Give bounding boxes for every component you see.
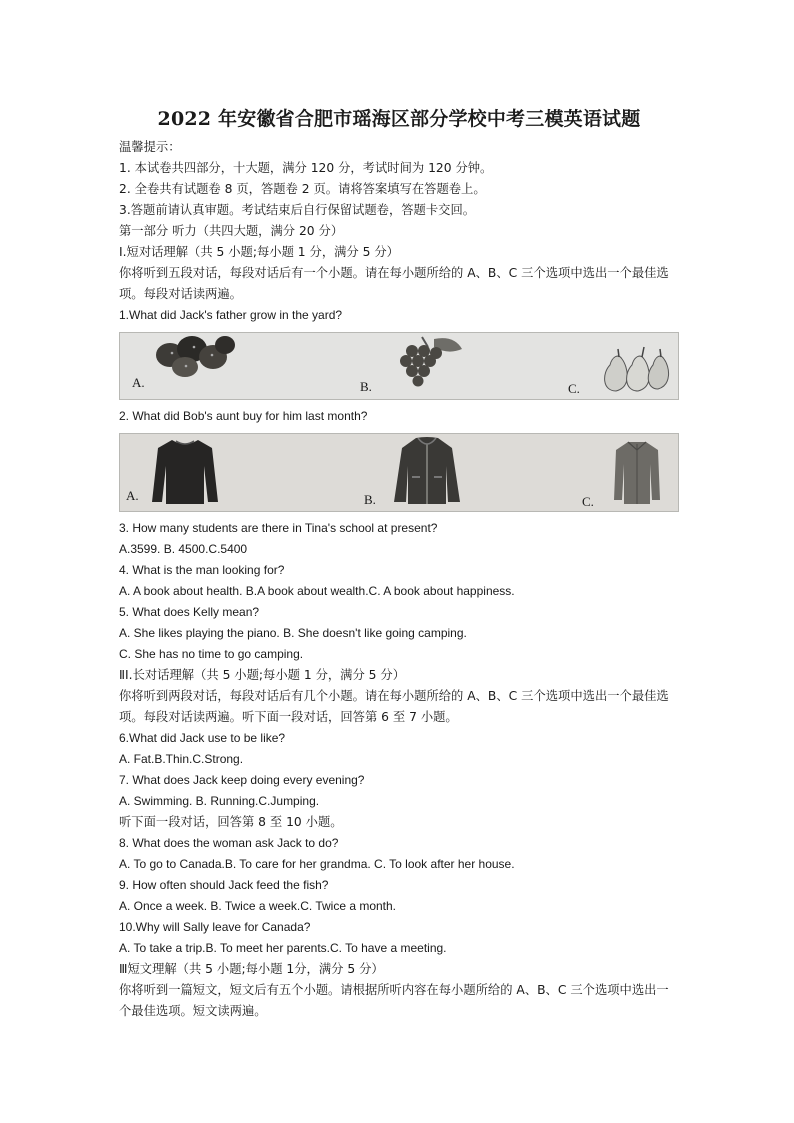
question-1: 1.What did Jack's father grow in the yard? (119, 308, 343, 322)
section3-instructions: 你将听到一篇短文，短文后有五个小题。请根据所听内容在每小题所给的 A、B、C 三个选项中选出一个最佳选项。短文读两遍。 (119, 983, 669, 1018)
strawberries-image (150, 333, 240, 379)
question-7: 7. What does Jack keep doing every evening? (119, 773, 365, 787)
question-5-options-line-1: A. She likes playing the piano. B. She doesn't like going camping. (119, 626, 467, 640)
option-c-label: C. (568, 381, 580, 396)
option-b-label: B. (360, 379, 372, 394)
question-7-options: A. Swimming. B. Running.C.Jumping. (119, 794, 320, 808)
grapes-image (382, 333, 472, 391)
option-c-label: C. (582, 494, 594, 509)
question-6: 6.What did Jack use to be like? (119, 731, 286, 745)
exam-page (119, 104, 679, 1022)
shirt-image (612, 440, 662, 506)
sub-instructions: 听下面一段对话，回答第 8 至 10 小题。 (119, 815, 343, 829)
question-6-options: A. Fat.B.Thin.C.Strong. (119, 752, 244, 766)
tip-item-2: 2. 全卷共有试题卷 8 页，答题卷 2 页。请将答案填写在答题卷上。 (119, 182, 486, 196)
question-5: 5. What does Kelly mean? (119, 605, 260, 619)
question-8-options: A. To go to Canada.B. To care for her grandma. C. To look after her house. (119, 857, 515, 871)
tips-heading: 温馨提示： (119, 140, 181, 154)
question-4-options: A. A book about health. B.A book about wealth.C. A book about happiness. (119, 584, 515, 598)
section2-instructions: 你将听到两段对话，每段对话后有几个小题。请在每小题所给的 A、B、C 三个选项中选出一个最佳选项。每段对话读两遍。听下面一段对话，回答第 6 至 7 小题。 (119, 689, 669, 724)
part1-heading: 第一部分 听力（共四大题，满分 20 分） (119, 224, 344, 238)
tip-item-3: 3.答题前请认真审题。考试结束后自行保留试题卷，答题卡交回。 (119, 203, 476, 217)
question-4: 4. What is the man looking for? (119, 563, 285, 577)
question-8: 8. What does the woman ask Jack to do? (119, 836, 339, 850)
tip-item-1: 1. 本试卷共四部分，十大题，满分 120 分，考试时间为 120 分钟。 (119, 161, 493, 175)
pears-image (598, 343, 674, 393)
section3-heading: Ⅲ短文理解（共 5 小题;每小题 1分，满分 5 分） (119, 962, 384, 976)
option-b-label: B. (364, 492, 376, 507)
question-9-options: A. Once a week. B. Twice a week.C. Twice a month. (119, 899, 397, 913)
page-title: 2022 年安徽省合肥市瑶海区部分学校中考三模英语试题 (157, 108, 641, 130)
question-3: 3. How many students are there in Tina's school at present? (119, 521, 438, 535)
section2-heading: ⅡI.长对话理解（共 5 小题;每小题 1 分，满分 5 分） (119, 668, 405, 682)
question-10: 10.Why will Sally leave for Canada? (119, 920, 311, 934)
section1-heading: I.短对话理解（共 5 小题;每小题 1 分，满分 5 分） (119, 245, 399, 259)
sweater-image (150, 436, 220, 506)
jacket-image (392, 436, 462, 506)
option-a-label: A. (126, 488, 139, 503)
option-a-label: A. (132, 375, 145, 390)
question-2-pictures (119, 433, 679, 512)
question-5-options-line-2: C. She has no time to go camping. (119, 647, 304, 661)
section1-instructions: 你将听到五段对话，每段对话后有一个小题。请在每小题所给的 A、B、C 三个选项中选出一个最佳选项。每段对话读两遍。 (119, 266, 669, 301)
question-2: 2. What did Bob's aunt buy for him last month? (119, 409, 368, 423)
question-10-options: A. To take a trip.B. To meet her parents.C. To have a meeting. (119, 941, 447, 955)
question-3-options: A.3599. B. 4500.C.5400 (119, 542, 248, 556)
question-9: 9. How often should Jack feed the fish? (119, 878, 329, 892)
question-1-pictures (119, 332, 679, 400)
